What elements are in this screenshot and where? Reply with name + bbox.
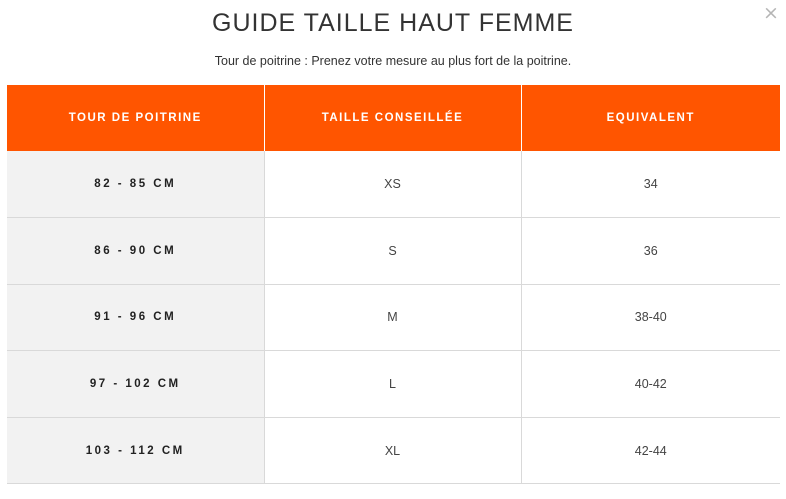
cell-chest: 97 - 102 CM: [7, 351, 264, 418]
cell-chest: 103 - 112 CM: [7, 417, 264, 484]
cell-equivalent: 34: [521, 151, 780, 218]
table-row: [7, 351, 780, 418]
cell-size: S: [264, 218, 521, 285]
header-taille-conseillee: TAILLE CONSEILLÉE: [264, 85, 521, 151]
table-row: [7, 417, 780, 484]
cell-equivalent: 42-44: [521, 417, 780, 484]
cell-size: M: [264, 284, 521, 351]
cell-equivalent: 40-42: [521, 351, 780, 418]
cell-equivalent: 36: [521, 218, 780, 285]
cell-chest: 91 - 96 CM: [7, 284, 264, 351]
modal-title: GUIDE TAILLE HAUT FEMME: [212, 9, 574, 37]
modal-subtitle: Tour de poitrine : Prenez votre mesure au plus fort de la poitrine.: [214, 54, 572, 68]
table-header-row: [7, 85, 780, 151]
header-tour-de-poitrine: TOUR DE POITRINE: [7, 85, 264, 151]
cell-size: L: [264, 351, 521, 418]
cell-equivalent: 38-40: [521, 284, 780, 351]
cell-chest: 82 - 85 CM: [7, 151, 264, 218]
close-icon[interactable]: ×: [763, 2, 779, 24]
header-equivalent: EQUIVALENT: [521, 85, 780, 151]
cell-size: XS: [264, 151, 521, 218]
table-row: [7, 151, 780, 218]
table-row: [7, 218, 780, 285]
table-row: [7, 284, 780, 351]
cell-chest: 86 - 90 CM: [7, 218, 264, 285]
cell-size: XL: [264, 417, 521, 484]
size-table: [7, 85, 780, 484]
